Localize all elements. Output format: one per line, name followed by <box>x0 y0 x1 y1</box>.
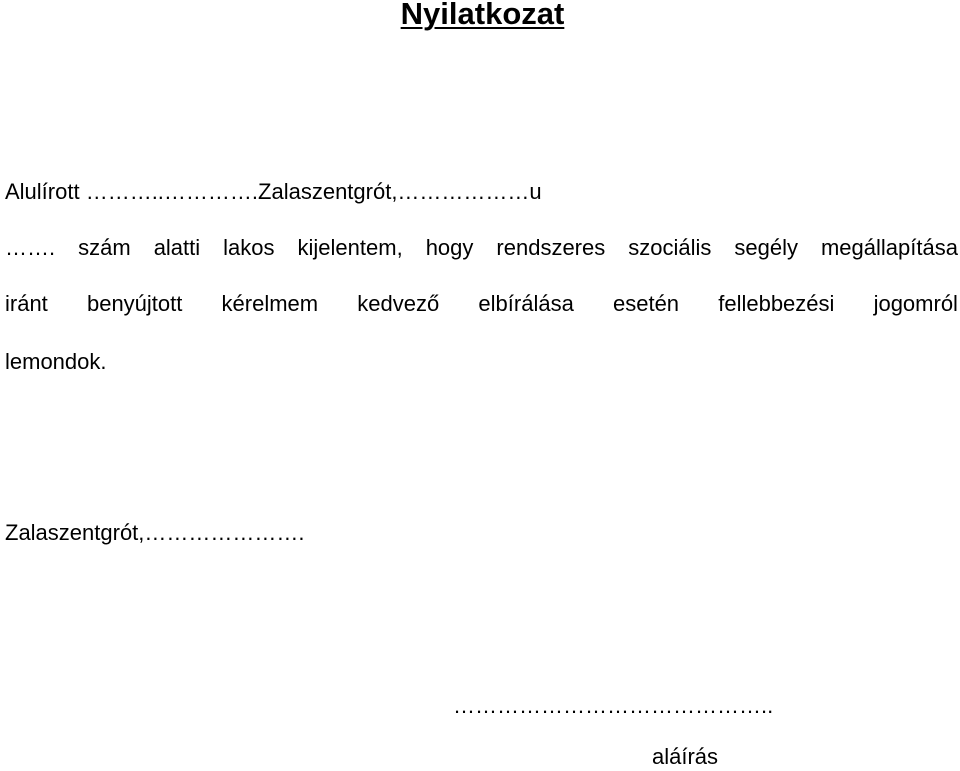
paragraph-word: segély <box>734 235 798 260</box>
paragraph-word: esetén <box>612 291 680 316</box>
paragraph-word: kedvező <box>357 291 440 316</box>
place-date-line: Zalaszentgrót,…………………. <box>5 520 305 545</box>
paragraph-word: hogy <box>425 235 474 260</box>
paragraph-word: jogomról <box>873 291 958 316</box>
paragraph-word: fellebbezési <box>718 291 835 316</box>
paragraph-word: kijelentem, <box>297 235 403 260</box>
paragraph-word: megállapítása <box>820 235 958 260</box>
paragraph-word: rendszeres <box>496 235 606 260</box>
paragraph-line-4: lemondok. <box>5 349 107 374</box>
paragraph-word: elbírálása <box>478 291 574 316</box>
paragraph-word: alatti <box>153 235 201 260</box>
paragraph-word: lakos <box>223 235 275 260</box>
paragraph-word: ……. <box>5 235 56 260</box>
paragraph-line-1: Alulírott ………..………….Zalaszentgrót,………………u <box>5 179 542 204</box>
paragraph-word: benyújtott <box>86 291 183 316</box>
document-title: Nyilatkozat <box>400 0 565 31</box>
paragraph-line-2 <box>5 234 958 262</box>
paragraph-word: kérelmem <box>221 291 319 316</box>
paragraph-word: iránt <box>5 291 48 316</box>
signature-label: aláírás <box>652 744 719 769</box>
paragraph-word: szociális <box>628 235 712 260</box>
paragraph-word: szám <box>78 235 131 260</box>
signature-line: …………………………………….. <box>453 693 774 718</box>
paragraph-line-3 <box>5 290 958 318</box>
